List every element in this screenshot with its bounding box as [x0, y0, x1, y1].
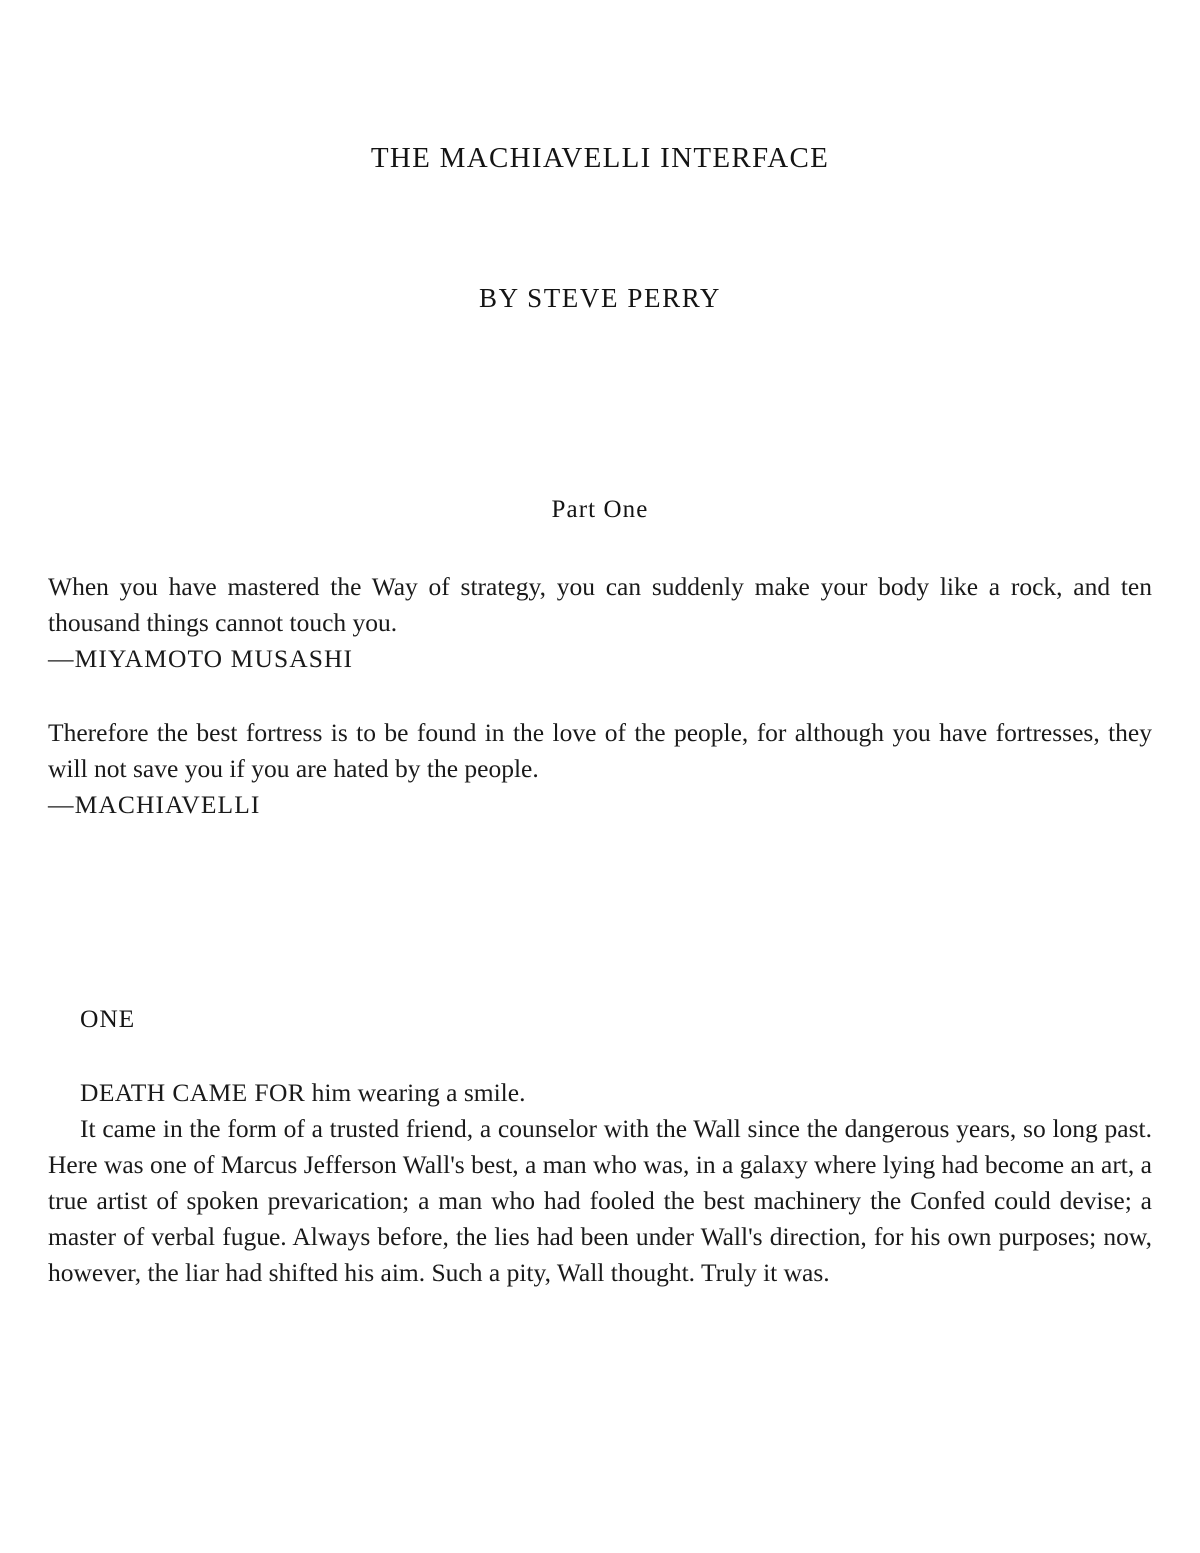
chapter-opening-line [48, 1037, 1152, 1111]
epigraph-text: Therefore the best fortress is to be found in the love of the people, for although you have fortresses, they will not save you if you are hated by the people. [48, 718, 1152, 784]
opening-caps-run-in: DEATH CAME FOR [80, 1078, 306, 1108]
author-byline: BY STEVE PERRY [479, 283, 721, 314]
epigraph-attribution: —MACHIAVELLI [48, 790, 261, 820]
chapter-body-paragraph: It came in the form of a trusted friend, a counselor with the Wall since the dangerous years, so long past. Here was one of Marcus Jefferson Wall's best, a man who was, in a galaxy where lying had become an art, a true artist of spoken prevarication; a man who had fooled the best machinery the Confed could devise; a master of verbal fugue. Always before, the lies had been under Wall's direction, for his own purposes; now, however, the liar had shifted his aim. Such a pity, Wall thought. Truly it was. [48, 1114, 1152, 1288]
part-heading: Part One [551, 496, 649, 523]
epigraph-attribution: —MIYAMOTO MUSASHI [48, 644, 354, 674]
epigraph-musashi [48, 525, 1152, 677]
opening-line-rest: him wearing a smile. [305, 1078, 526, 1108]
page-title: THE MACHIAVELLI INTERFACE [370, 142, 830, 174]
chapter-heading: ONE [80, 1004, 136, 1034]
epigraph-text: When you have mastered the Way of strategy, you can suddenly make your body like a rock, and ten thousand things cannot touch you. [48, 572, 1152, 638]
epigraph-machiavelli [48, 677, 1152, 823]
